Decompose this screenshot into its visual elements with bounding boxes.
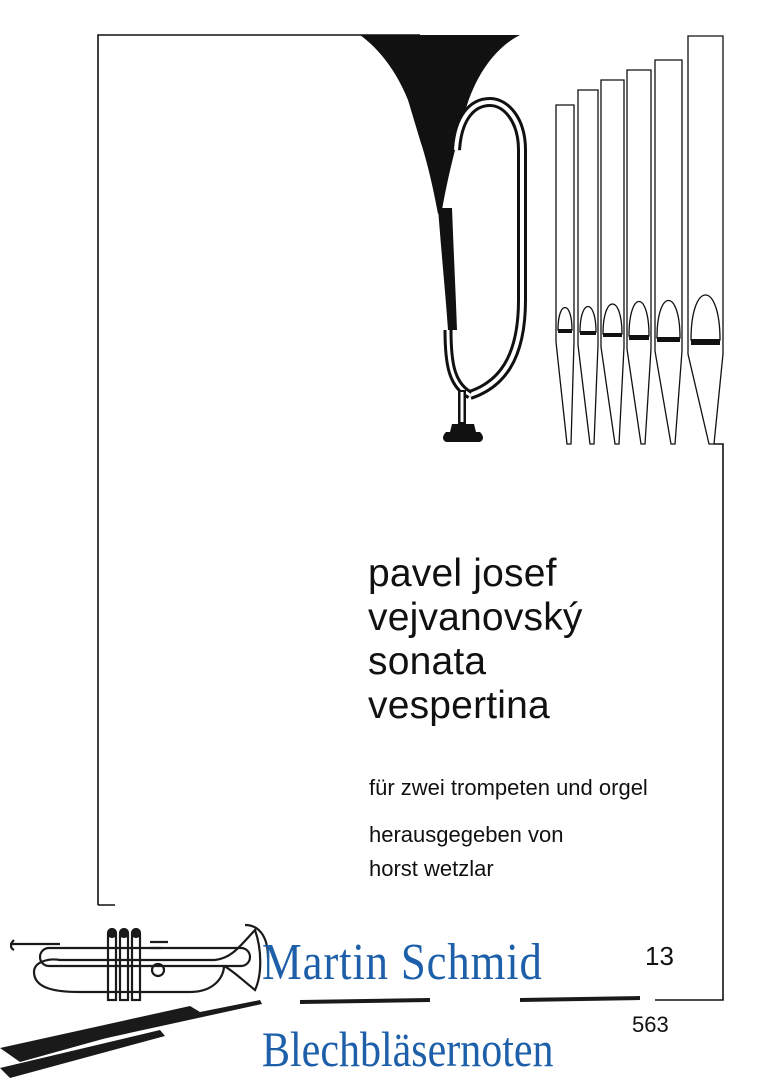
watermark-name: Martin Schmid [262, 934, 543, 991]
organ-pipe [688, 36, 723, 444]
organ-pipe [578, 90, 598, 444]
organ-pipe [627, 70, 651, 444]
edition-number: 13 [645, 941, 674, 971]
editor-label: herausgegeben von [369, 822, 564, 847]
bugle-horn-icon [360, 35, 522, 442]
organ-pipe [601, 80, 624, 444]
cover-title [368, 552, 583, 728]
instrumentation: für zwei trompeten und orgel [369, 775, 648, 800]
catalog-number: 563 [632, 1012, 669, 1037]
composer-last-name: vejvanovský [368, 596, 583, 639]
organ-pipe [655, 60, 682, 444]
organ-pipes-icon [556, 36, 723, 444]
trumpet-icon [10, 925, 268, 1000]
editor-name: horst wetzlar [369, 856, 494, 881]
work-title-line1: sonata [368, 640, 487, 683]
watermark-subtitle: Blechbläsernoten [262, 1021, 554, 1077]
composer-first-name: pavel josef [368, 552, 557, 595]
organ-pipe [556, 105, 574, 444]
work-title-line2: vespertina [368, 684, 550, 727]
